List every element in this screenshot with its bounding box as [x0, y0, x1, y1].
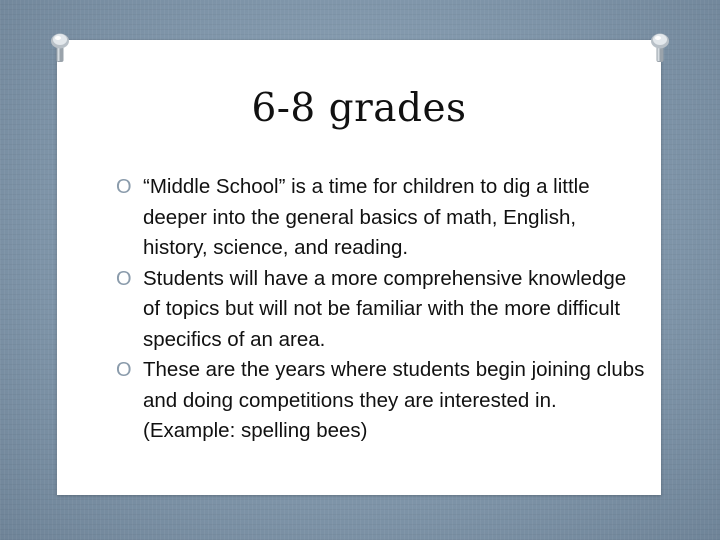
pushpin-icon [649, 31, 671, 63]
bullet-item [85, 355, 645, 447]
bullet-marker-icon: O [116, 176, 132, 198]
bullet-list [85, 172, 645, 447]
bullet-text: These are the years where students begin joining clubs and doing competitions they are interested in. (Example: spelling bees) [143, 358, 645, 442]
bullet-text: “Middle School” is a time for children to dig a little deeper into the general basics of math, English, history, science, and reading. [143, 175, 590, 259]
bullet-item [85, 264, 645, 356]
slide-title: 6-8 grades [251, 86, 467, 131]
pushpin-icon [49, 31, 71, 63]
bullet-marker-icon: O [116, 359, 132, 381]
bullet-item [85, 172, 645, 264]
bullet-text: Students will have a more comprehensive knowledge of topics but will not be familiar with the more difficult specifics of an area. [143, 266, 627, 351]
bullet-marker-icon: O [116, 267, 132, 290]
